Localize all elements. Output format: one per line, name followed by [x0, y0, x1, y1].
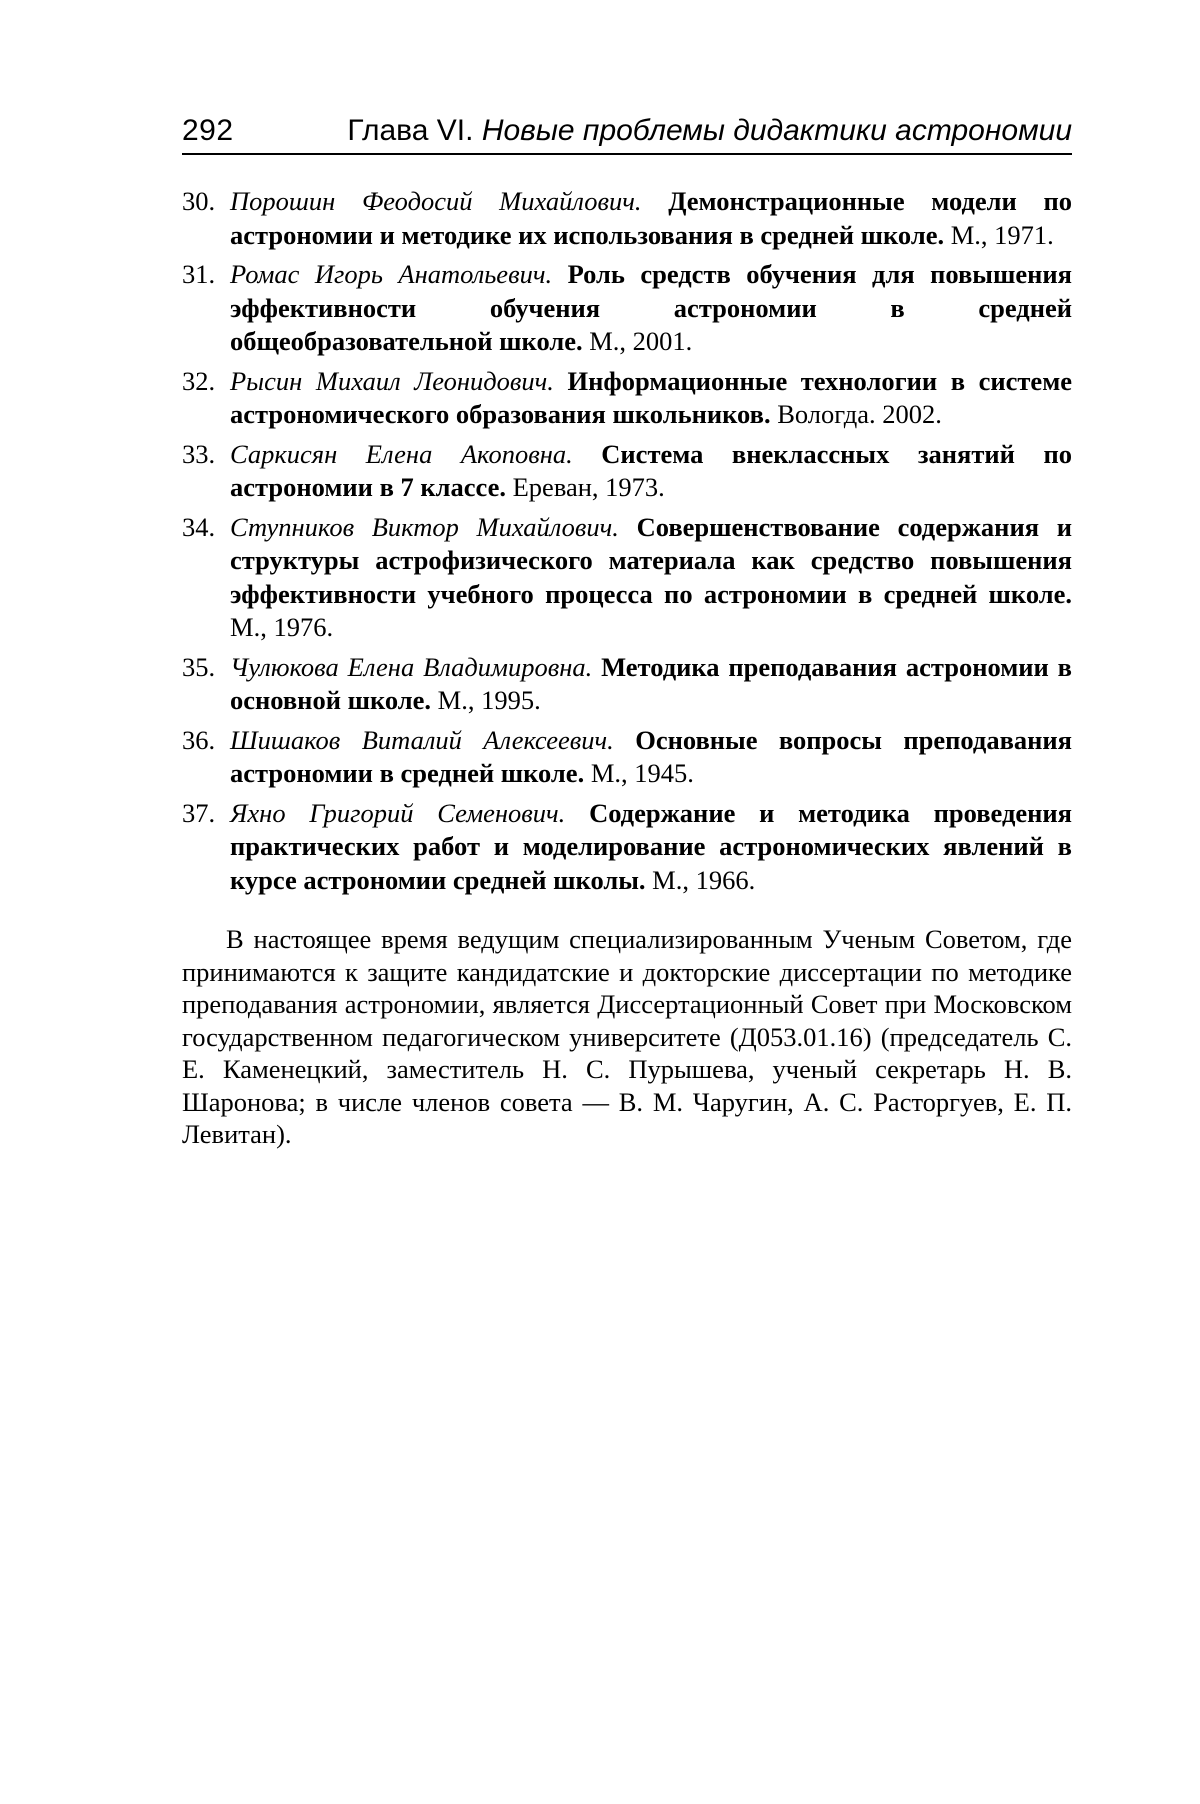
reference-title: Система внеклассных занятий по астрономии в 7 классе.: [230, 438, 1073, 502]
reference-author: Чулюкова Елена Владимировна.: [230, 651, 593, 682]
reference-number: 37.: [182, 797, 216, 828]
chapter-label: Глава VI.: [347, 114, 474, 147]
reference-item: [182, 797, 1072, 898]
page-number: 292: [182, 114, 234, 147]
reference-text: [230, 185, 1072, 252]
reference-item: [182, 185, 1072, 252]
reference-publication: М., 1966.: [652, 864, 756, 895]
reference-text: [230, 438, 1072, 505]
reference-text: [230, 797, 1072, 898]
reference-title: Совершенствование содержания и структуры астрофизического материала как средство повышения эффективности учебного процесса по астрономии в средней школе.: [230, 511, 1072, 609]
reference-publication: Ереван, 1973.: [512, 472, 665, 502]
reference-author: Порошин Феодосий Михайлович.: [230, 186, 642, 216]
reference-title: Основные вопросы преподавания астрономии в средней школе.: [230, 724, 1072, 788]
reference-list: [182, 185, 1072, 897]
reference-title: Содержание и методика проведения практических работ и моделирование астрономических явлений в курсе астрономии средней школы.: [230, 797, 1072, 895]
reference-text: [230, 365, 1072, 432]
reference-number: 31.: [182, 259, 216, 289]
reference-publication: М., 1976.: [230, 612, 334, 642]
reference-item: [182, 258, 1072, 359]
reference-item: [182, 438, 1072, 505]
reference-publication: М., 1945.: [590, 758, 694, 788]
reference-title: Роль средств обучения для повышения эффективности обучения астрономии в средней общеобразовательной школе.: [230, 259, 1072, 356]
chapter-heading: [347, 112, 1072, 150]
reference-author: Ступников Виктор Михайлович.: [230, 511, 619, 542]
book-page: [182, 112, 1072, 1177]
reference-item: [182, 511, 1072, 645]
reference-title: Методика преподавания астрономии в основной школе.: [230, 651, 1072, 715]
reference-number: 35.: [182, 651, 216, 682]
reference-publication: М., 1995.: [437, 685, 541, 715]
reference-number: 36.: [182, 724, 216, 755]
reference-text: [230, 258, 1072, 359]
reference-publication: Вологда. 2002.: [777, 399, 942, 429]
reference-number: 33.: [182, 438, 216, 469]
reference-item: [182, 724, 1072, 791]
reference-author: Яхно Григорий Семенович.: [230, 797, 566, 828]
reference-title: Информационные технологии в системе астрономического образования школьников.: [230, 365, 1072, 429]
reference-author: Шишаков Виталий Алексеевич.: [230, 724, 614, 755]
reference-item: [182, 651, 1072, 718]
reference-author: Саркисян Елена Акоповна.: [230, 438, 573, 469]
reference-publication: М., 1971.: [950, 219, 1054, 250]
body-paragraph: В настоящее время ведущим специализированным Ученым Советом, где принимаются к защите кандидатские и докторские диссертации по методике преподавания астрономии, является Диссертационный Совет при Московском государственном педагогическом университете (Д053.01.16) (председатель С. Е. Каменецкий, заместитель Н. С. Пурышева, ученый секретарь Н. В. Шаронова; в числе членов совета — В. М. Чаругин, А. С. Расторгуев, Е. П. Левитан).: [182, 924, 1072, 1149]
running-header: [182, 112, 1072, 155]
reference-text: [230, 651, 1072, 718]
reference-number: 30.: [182, 186, 216, 216]
reference-publication: М., 2001.: [589, 326, 693, 356]
reference-author: Рысин Михаил Леонидович.: [230, 365, 554, 396]
chapter-title: Новые проблемы дидактики астрономии: [481, 114, 1072, 147]
reference-text: [230, 724, 1072, 791]
reference-author: Ромас Игорь Анатольевич.: [230, 259, 553, 289]
reference-title: Демонстрационные модели по астрономии и методике их использования в средней школе.: [230, 186, 1072, 250]
reference-number: 32.: [182, 365, 216, 396]
reference-item: [182, 365, 1072, 432]
reference-text: [230, 511, 1072, 645]
reference-number: 34.: [182, 511, 216, 542]
